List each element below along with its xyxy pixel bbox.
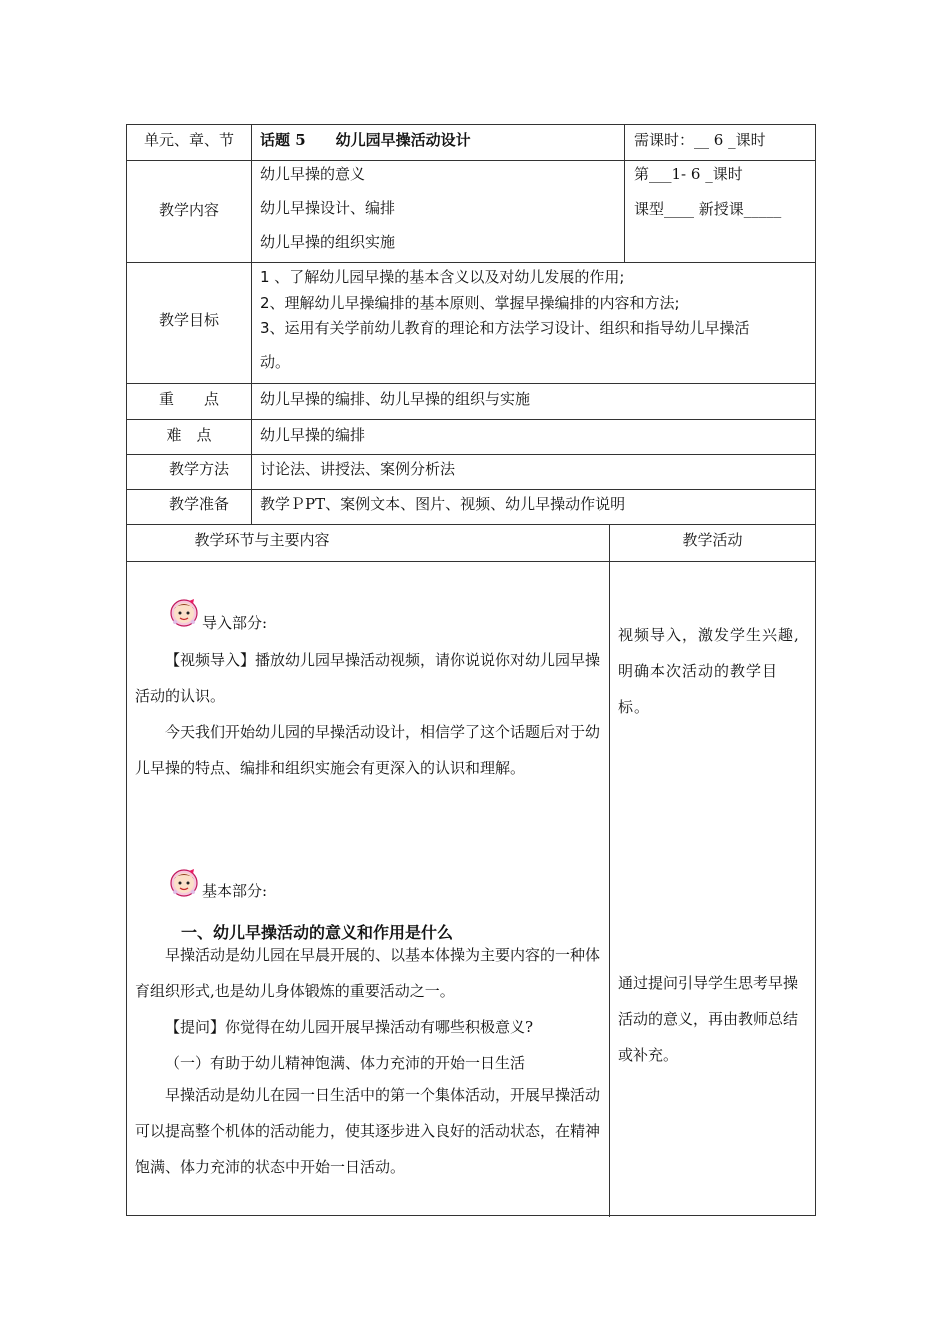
topic-title: 话题 5 幼儿园早操活动设计 (260, 131, 471, 149)
basic-subheading: （一）有助于幼儿精神饱满、体力充沛的开始一日生活 (165, 1054, 526, 1072)
method-value: 讨论法、讲授法、案例分析法 (260, 460, 456, 478)
content-item: 幼儿早操设计、编排 (260, 199, 396, 217)
basic-paragraph: 早操活动是幼儿在园一日生活中的第一个集体活动，开展早操活动可以提高整个机体的活动能力，使其逐步进入良好的活动状态，在精神饱满、体力充沛的状态中开始一日活动。 (135, 1086, 601, 1176)
lesson-type: 课型____ 新授课_____ (634, 200, 782, 218)
preparation-value: 教学ＰPT、案例文本、图片、视频、幼儿早操动作说明 (260, 495, 626, 513)
basic-title: 基本部分: (202, 882, 268, 900)
row-divider (127, 561, 815, 562)
objectives-label: 教学目标 (158, 311, 219, 329)
basic-activity: 通过提问引导学生思考早操活动的意义，再由教师总结或补充。 (618, 974, 799, 1064)
content-label: 教学内容 (158, 201, 219, 219)
intro-title: 导入部分: (202, 614, 268, 632)
method-label: 教学方法 (168, 460, 229, 478)
row-divider (127, 383, 815, 384)
content-item: 幼儿早操的意义 (260, 165, 366, 183)
intro-activity: 视频导入，激发学生兴趣,明确本次活动的教学目标。 (618, 626, 800, 716)
section-heading: 一、幼儿早操活动的意义和作用是什么 (181, 923, 454, 942)
process-header-left: 教学环节与主要内容 (194, 531, 330, 549)
column-divider (609, 524, 610, 1217)
preparation-label: 教学准备 (168, 495, 229, 513)
girl-face-icon (169, 597, 199, 627)
column-divider (624, 125, 625, 262)
row-divider (127, 160, 815, 161)
basic-paragraph: 早操活动是幼儿园在早晨开展的、以基本体操为主要内容的一种体育组织形式,也是幼儿身体锻炼的重要活动之一。 (135, 946, 601, 1000)
difficulty-label: 难 点 (166, 426, 212, 444)
objective-line: 2、理解幼儿早操编排的基本原则、掌握早操编排的内容和方法; (260, 294, 680, 312)
lesson-plan-table (126, 124, 816, 1216)
difficulty-value: 幼儿早操的编排 (260, 426, 366, 444)
girl-face-icon (169, 867, 199, 897)
objective-line: 1 、了解幼儿园早操的基本含义以及对幼儿发展的作用; (260, 268, 625, 286)
objective-line: 动。 (260, 353, 291, 371)
basic-question: 【提问】你觉得在幼儿园开展早操活动有哪些积极意义? (165, 1018, 534, 1036)
hours-required: 需课时：__ 6 _课时 (634, 131, 766, 149)
row-divider (127, 524, 815, 525)
key-point-label: 重 点 (158, 390, 219, 408)
unit-label: 单元、章、节 (143, 131, 234, 149)
row-divider (127, 419, 815, 420)
row-divider (127, 262, 815, 263)
intro-paragraph: 【视频导入】播放幼儿园早操活动视频，请你说说你对幼儿园早操活动的认识。 (135, 651, 601, 705)
column-divider (251, 125, 252, 524)
process-header-right: 教学活动 (682, 531, 743, 549)
row-divider (127, 454, 815, 455)
objective-line: 3、运用有关学前幼儿教育的理论和方法学习设计、组织和指导幼儿早操活 (260, 319, 750, 337)
intro-paragraph: 今天我们开始幼儿园的早操活动设计，相信学了这个话题后对于幼儿早操的特点、编排和组织实施会有更深入的认识和理解。 (135, 723, 601, 777)
row-divider (127, 489, 815, 490)
content-item: 幼儿早操的组织实施 (260, 233, 396, 251)
key-point-value: 幼儿早操的编排、幼儿早操的组织与实施 (260, 390, 531, 408)
lesson-number: 第___1- 6 _课时 (634, 165, 743, 183)
